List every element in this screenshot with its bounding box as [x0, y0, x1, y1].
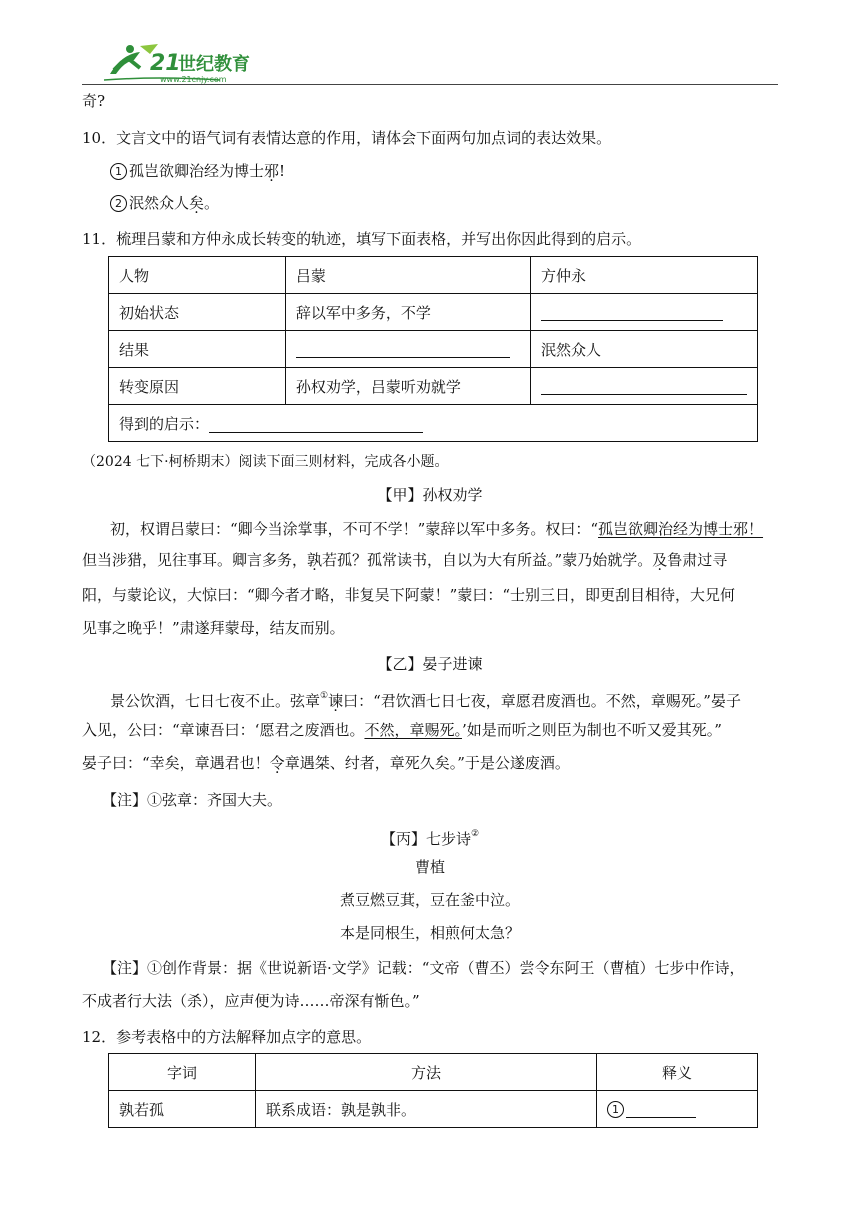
svg-text:www.21cnjy.com: www.21cnjy.com: [160, 75, 227, 84]
passage-line: 晏子曰：“幸矣，章遇君也！令章遇桀、纣者，章死久矣。”于是公遂废酒。: [82, 754, 570, 772]
dotted-word: 矣: [189, 194, 205, 212]
table-cell: 孙权劝学，吕蒙听劝就学: [285, 368, 530, 405]
passage-line: 见事之晚乎！”肃遂拜蒙母，结友而别。: [82, 619, 345, 637]
table-cell: 初始状态: [109, 294, 286, 331]
svg-text:世纪教育: 世纪教育: [178, 54, 250, 75]
passage-line: 但当涉猎，见往事耳。卿言多务，孰若孤？孤常读书，自以为大有所益。”蒙乃始就学。及鲁肃过寻: [82, 551, 728, 569]
table-word-meaning: [108, 1053, 758, 1128]
table-cell: 泯然众人: [531, 331, 758, 368]
table-header: 人物: [109, 257, 286, 294]
question-11: 11．梳理吕蒙和方仲永成长转变的轨迹，填写下面表格，并写出你因此得到的启示。: [82, 230, 642, 248]
question-10: 10．文言文中的语气词有表情达意的作用，请体会下面两句加点词的表达效果。: [82, 129, 612, 147]
dotted-word: 及: [652, 551, 668, 569]
circled-number: 2: [110, 195, 127, 212]
poem-line: 本是同根生，相煎何太急？: [339, 924, 520, 942]
poem-line: 煮豆燃豆萁，豆在釜中泣。: [339, 891, 520, 909]
table-cell: 辞以军中多务，不学: [285, 294, 530, 331]
table-cell: 转变原因: [109, 368, 286, 405]
table-growth-trajectory: [108, 256, 758, 442]
section-title-yi: 【乙】晏子进谏: [377, 655, 483, 673]
q10-item-1: 1 孤岂欲卿治经为博士邪!: [110, 160, 285, 182]
answer-blank[interactable]: [296, 341, 510, 358]
answer-blank[interactable]: [541, 378, 747, 395]
dotted-word: 谏: [328, 692, 344, 710]
table-header: 方仲永: [531, 257, 758, 294]
table-header: 字词: [109, 1054, 256, 1091]
logo-21cnjy: [100, 40, 270, 86]
answer-blank-cell: [597, 1091, 758, 1128]
answer-blank-cell: [531, 294, 758, 331]
dotted-word: 孰: [307, 551, 323, 569]
table-header: 释义: [597, 1054, 758, 1091]
table-cell: 联系成语：孰是孰非。: [256, 1091, 597, 1128]
poem-author: 曹植: [414, 858, 445, 876]
note: 【注】①弦章：齐国大夫。: [102, 791, 283, 809]
svg-text:21: 21: [150, 51, 181, 76]
dotted-word: 令: [269, 754, 285, 772]
passage-line: 阳，与蒙论议，大惊曰：“卿今者才略，非复吴下阿蒙！”蒙曰：“士别三日，即更刮目相待，大兄何: [82, 586, 736, 604]
answer-blank-cell: [531, 368, 758, 405]
table-cell: 孰若孤: [109, 1091, 256, 1128]
answer-blank[interactable]: [626, 1101, 696, 1118]
answer-blank[interactable]: [209, 416, 423, 433]
circled-number: 1: [607, 1101, 624, 1118]
note: 不成者行大法（杀），应声便为诗……帝深有惭色。”: [82, 992, 420, 1010]
answer-blank[interactable]: [541, 304, 723, 321]
section-title-jia: 【甲】孙权劝学: [377, 486, 483, 504]
q10-item-2: 2 泯然众人矣。: [110, 192, 219, 214]
text-line: 奇?: [82, 92, 106, 110]
table-header: 吕蒙: [285, 257, 530, 294]
underlined-sentence: 孤岂欲卿治经为博士邪！: [598, 520, 764, 538]
insight-cell: 得到的启示：: [109, 405, 758, 442]
question-12: 12．参考表格中的方法解释加点字的意思。: [82, 1028, 372, 1046]
header-rule: [82, 84, 778, 85]
passage-line: 景公饮酒，七日七夜不止。弦章①谏曰：“君饮酒七日七夜，章愿君废酒也。不然，章赐死。”晏子: [110, 691, 741, 710]
note: 【注】①创作背景：据《世说新语·文学》记载：“文帝（曹丕）尝令东阿王（曹植）七步中作诗，: [102, 959, 745, 977]
circled-number: 1: [110, 163, 127, 180]
table-cell: 结果: [109, 331, 286, 368]
passage-line: 入见，公曰：“章谏吾曰：‘愿君之废酒也。不然，章赐死。’如是而听之则臣为制也不听又爱其死。”: [82, 721, 722, 739]
passage-line: 初，权谓吕蒙曰：“卿今当涂掌事，不可不学！”蒙辞以军中多务。权曰：“孤岂欲卿治经为博士邪！: [110, 520, 764, 538]
section-title-bing: 【丙】七步诗②: [380, 829, 480, 848]
table-header: 方法: [256, 1054, 597, 1091]
reading-intro: （2024 七下·柯桥期末）阅读下面三则材料，完成各小题。: [82, 454, 449, 470]
underlined-sentence: 不然，章赐死。: [364, 721, 462, 739]
answer-blank-cell: [285, 331, 530, 368]
dotted-word: 邪: [264, 162, 280, 180]
